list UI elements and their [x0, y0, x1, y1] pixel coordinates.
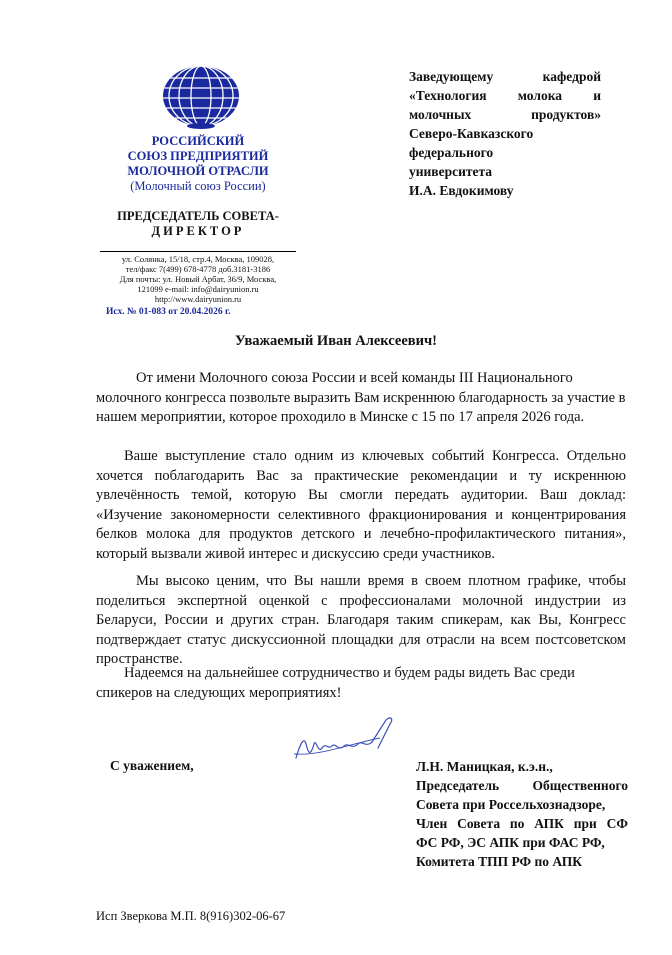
dairy-union-logo [160, 64, 242, 132]
addressee-name: И.А. Евдокимову [409, 183, 514, 198]
org-name-line-3: МОЛОЧНОЙ ОТРАСЛИ [127, 164, 269, 178]
letterhead-divider [100, 251, 296, 252]
email-line: 121099 e-mail: info@dairyunion.ru [137, 284, 259, 294]
addressee-line: «Технология молока и [409, 88, 601, 103]
body-paragraph-2: Ваше выступление стало одним из ключевых событий Конгресса. Отдельно хочется поблагодарить Вас за практические рекомендации и ту искреннюю увлечённость темой, которую Вы смогли передать аудитории. Ваш доклад: «Изучение закономерности селективного фракционирования и концентрирования белков молока для продуктов детского и лечебно-профилактического питания», который вызвали живой интерес и дискуссию среди участников. [96, 448, 626, 562]
phone-line: тел/факс 7(499) 678-4778 доб.3181-3186 [125, 264, 271, 274]
signatory-title: Совета при Россельхознадзоре, [416, 797, 606, 812]
chair-title-line-2: ДИРЕКТОР [151, 224, 245, 238]
website-line: http://www.dairyunion.ru [154, 294, 242, 304]
address-line: ул. Солянка, 15/18, стр.4, Москва, 109028, [121, 254, 275, 264]
outgoing-reference: Исх. № 01-083 от 20.04.2026 г. [106, 307, 231, 317]
addressee-line: молочных продуктов» [409, 107, 601, 122]
handwritten-signature [290, 714, 408, 770]
addressee-line: университета [409, 164, 493, 179]
addressee-line: федерального [409, 145, 494, 160]
signatory-title: Председатель Общественного [416, 778, 628, 793]
body-paragraph-3: Мы высоко ценим, что Вы нашли время в своем плотном графике, чтобы поделиться экспертной оценкой с профессионалами молочной индустрии из Беларуси, России и других стран. Благодаря таким спикерам, как Вы, Конгресс подтверждает статус дискуссионной площадки для отрасли на всем постсоветском пространстве. [96, 573, 626, 668]
signatory-name: Л.Н. Маницкая, к.э.н., [416, 759, 553, 774]
postal-address-line: Для почты: ул. Новый Арбат, 36/9, Москва, [119, 274, 277, 284]
greeting: Уважаемый Иван Алексеевич! [235, 333, 437, 349]
org-name-line-2: СОЮЗ ПРЕДПРИЯТИЙ [127, 149, 269, 163]
chair-title-line-1: ПРЕДСЕДАТЕЛЬ СОВЕТА- [117, 209, 279, 223]
signatory-title: Комитета ТПП РФ по АПК [416, 854, 583, 869]
executor-contact: Исп Зверкова М.П. 8(916)302-06-67 [96, 909, 286, 923]
addressee-line: Заведующему кафедрой [409, 69, 601, 84]
body-paragraph-4: Надеемся на дальнейшее сотрудничество и будем рады видеть Вас среди спикеров на следующих мероприятиях! [96, 665, 575, 701]
signatory-title: Член Совета по АПК при СФ [416, 816, 628, 831]
signatory-title: ФС РФ, ЭС АПК при ФАС РФ, [416, 835, 605, 850]
org-name-line-1: РОССИЙСКИЙ [151, 134, 245, 148]
body-paragraph-1: От имени Молочного союза России и всей команды III Национального молочного конгресса позвольте выразить Вам искреннюю благодарность за участие в нашем мероприятии, которое проходило в Минске с 15 по 17 апреля 2026 года. [96, 370, 626, 426]
org-short-name: (Молочный союз России) [130, 179, 266, 193]
addressee-line: Северо-Кавказского [409, 126, 534, 141]
closing: С уважением, [110, 758, 194, 773]
